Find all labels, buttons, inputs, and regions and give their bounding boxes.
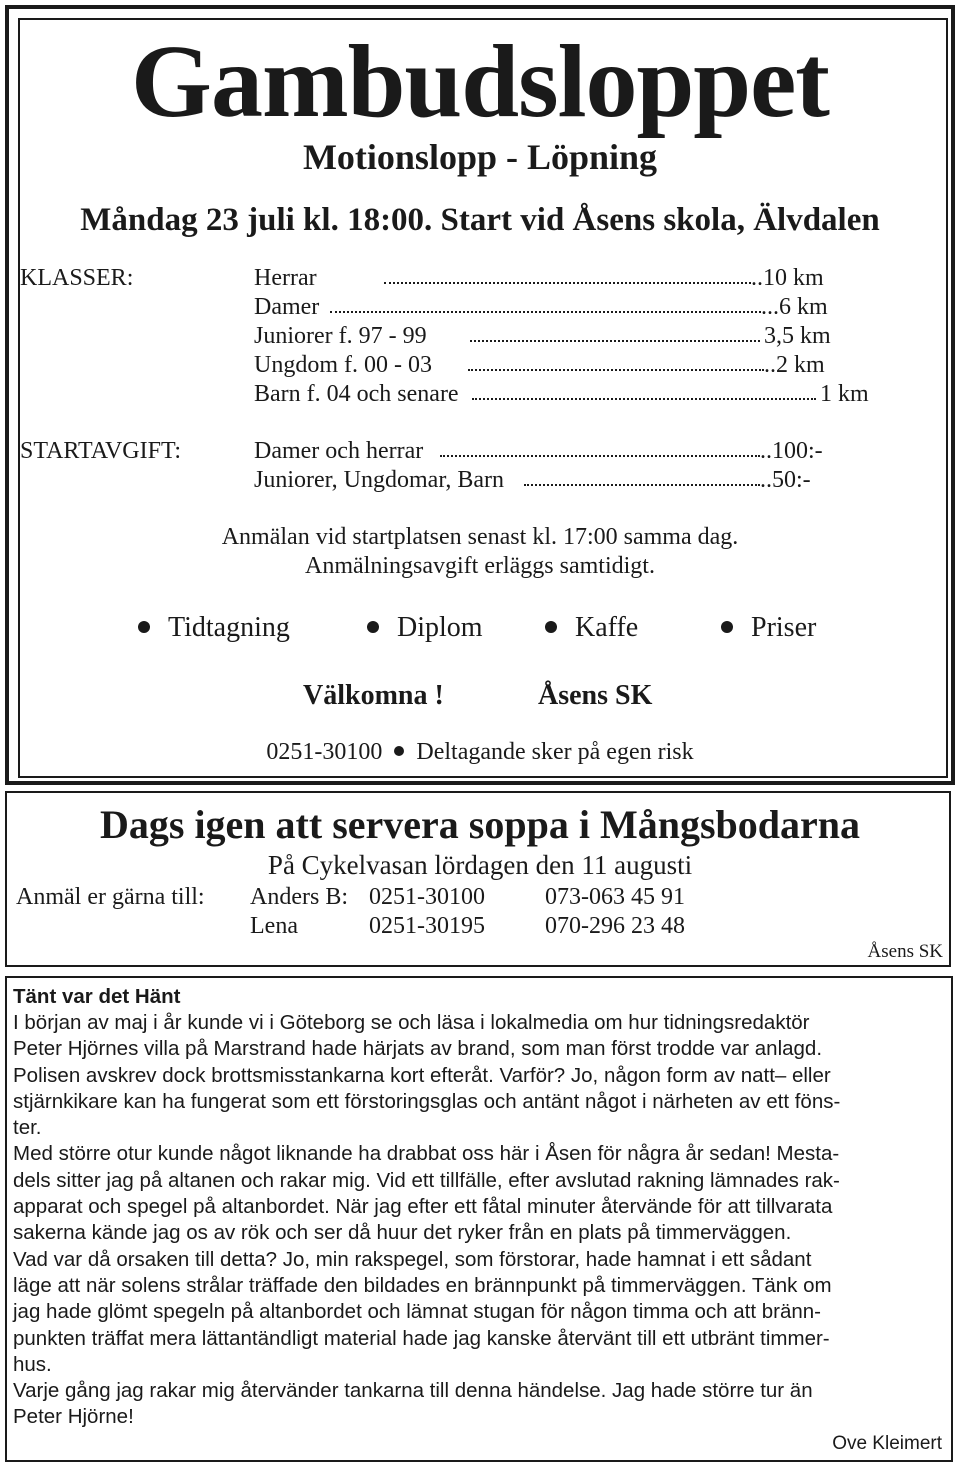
bullet-icon	[394, 746, 404, 756]
contact-mobile: 070-296 23 48	[545, 913, 685, 939]
fee-row	[254, 466, 874, 495]
contact-name: Anders B:	[250, 884, 348, 910]
class-distance: ...6 km	[761, 294, 828, 320]
article-author: Ove Kleimert	[832, 1433, 942, 1454]
class-distance: ..2 km	[764, 352, 825, 378]
dot-leader	[524, 466, 760, 486]
class-name: Damer	[254, 294, 320, 320]
contact-name: Lena	[250, 913, 298, 939]
bullet-icon	[367, 621, 379, 633]
soup-register-label: Anmäl er gärna till:	[16, 884, 205, 910]
article-line: apparat och spegel på altanbordet. När jag efter ett fåtal minuter återvände för att tillvarata	[13, 1195, 833, 1219]
article-title: Tänt var det Hänt	[13, 985, 181, 1008]
event-subtitle: Motionslopp - Löpning	[302, 137, 658, 177]
risk-note: Deltagande sker på egen risk	[416, 739, 694, 765]
class-row	[254, 351, 874, 380]
feature-item: Tidtagning	[138, 612, 290, 644]
registration-line: Anmälan vid startplatsen senast kl. 17:00 samma dag.	[221, 524, 739, 550]
fee-category: Damer och herrar	[254, 438, 424, 464]
article-line: punkten träffat mera lättantändligt material hade jag kanske återvänt till ett utbränt timmer-	[13, 1326, 830, 1350]
event-title: Gambudsloppet	[131, 24, 829, 139]
contact-phone: 0251-30100	[266, 739, 383, 765]
article-line: Peter Hjörnes villa på Marstrand hade härjats av brand, som man först trodde var anlagd.	[13, 1037, 823, 1061]
article-line: läge att när solens strålar träffade den bildades en brännpunkt på timmerväggen. Tänk om	[13, 1273, 832, 1297]
feature-item: Kaffe	[545, 612, 638, 644]
fee-category: Juniorer, Ungdomar, Barn	[254, 467, 505, 493]
article-line: Vad var då orsaken till detta? Jo, min rakspegel, som förstorar, hade hamnat i ett sådant	[13, 1247, 812, 1271]
bullet-icon	[138, 621, 150, 633]
dot-leader	[330, 293, 761, 313]
article-line: sakerna kände jag os av rök och ser då huur det ryker från en plats på timmerväggen.	[13, 1221, 792, 1245]
dot-leader	[472, 380, 816, 400]
contact-line	[0, 738, 960, 766]
class-name: Ungdom f. 00 - 03	[254, 352, 432, 378]
article-line: Med större otur kunde något liknande ha drabbat oss här i Åsen för några år sedan! Mesta-	[13, 1142, 840, 1166]
fee-amount: ..50:-	[760, 467, 811, 493]
dot-leader	[384, 264, 751, 284]
contact-phone: 0251-30195	[369, 913, 485, 939]
welcome-greeting: Välkomna !	[303, 680, 444, 711]
class-row	[254, 322, 874, 351]
article-line: jag hade glömt spegeln på altanbordet och lämnat stugan för någon timma och att bränn-	[13, 1300, 821, 1324]
class-distance: 1 km	[820, 381, 869, 407]
soup-title: Dags igen att servera soppa i Mångsbodarna	[99, 802, 861, 847]
dot-leader	[470, 322, 760, 342]
bullet-icon	[721, 621, 733, 633]
class-row	[254, 380, 874, 409]
event-dateline: Måndag 23 juli kl. 18:00. Start vid Åsens skola, Älvdalen	[80, 202, 880, 238]
dot-leader	[440, 437, 760, 457]
fee-row	[254, 437, 874, 466]
contact-phone: 0251-30100	[369, 884, 485, 910]
feature-item: Diplom	[367, 612, 483, 644]
article-line: ter.	[13, 1116, 42, 1140]
article-line: hus.	[13, 1352, 52, 1376]
article-line: I början av maj i år kunde vi i Göteborg se och läsa i lokalmedia om hur tidningsredaktör	[13, 1011, 810, 1034]
fees-label: STARTAVGIFT:	[20, 438, 182, 464]
article-body	[13, 1010, 943, 1431]
article-line: stjärnkikare kan ha fungerat som ett förstoringsglas och antänt något i närheten av ett föns-	[13, 1089, 841, 1113]
article-line: dels sitter jag på altanen och rakar mig. Vid ett tillfälle, efter avslutad rakning lämnades rak-	[13, 1168, 840, 1192]
article-line: Varje gång jag rakar mig återvänder tankarna till denna händelse. Jag hade större tur än	[13, 1379, 813, 1403]
class-distance: 3,5 km	[764, 323, 831, 349]
classes-label: KLASSER:	[20, 265, 134, 291]
contact-mobile: 073-063 45 91	[545, 884, 685, 910]
class-name: Juniorer f. 97 - 99	[254, 323, 427, 349]
class-name: Barn f. 04 och senare	[254, 381, 459, 407]
registration-fee-line: Anmälningsavgift erläggs samtidigt.	[305, 553, 655, 579]
class-row	[254, 293, 874, 322]
class-row	[254, 264, 874, 293]
article-line: Polisen avskrev dock brottsmisstankarna kort efteråt. Varför? Jo, någon form av natt– eller	[13, 1063, 831, 1087]
class-name: Herrar	[254, 265, 317, 291]
article-line: Peter Hjörne!	[13, 1405, 134, 1429]
feature-item: Priser	[721, 612, 816, 644]
dot-leader	[468, 351, 764, 371]
fee-amount: ..100:-	[760, 438, 823, 464]
soup-subtitle: På Cykelvasan lördagen den 11 augusti	[267, 850, 693, 880]
soup-club: Åsens SK	[867, 941, 943, 962]
class-distance: ..10 km	[751, 265, 824, 291]
bullet-icon	[545, 621, 557, 633]
welcome-club: Åsens SK	[538, 680, 653, 711]
